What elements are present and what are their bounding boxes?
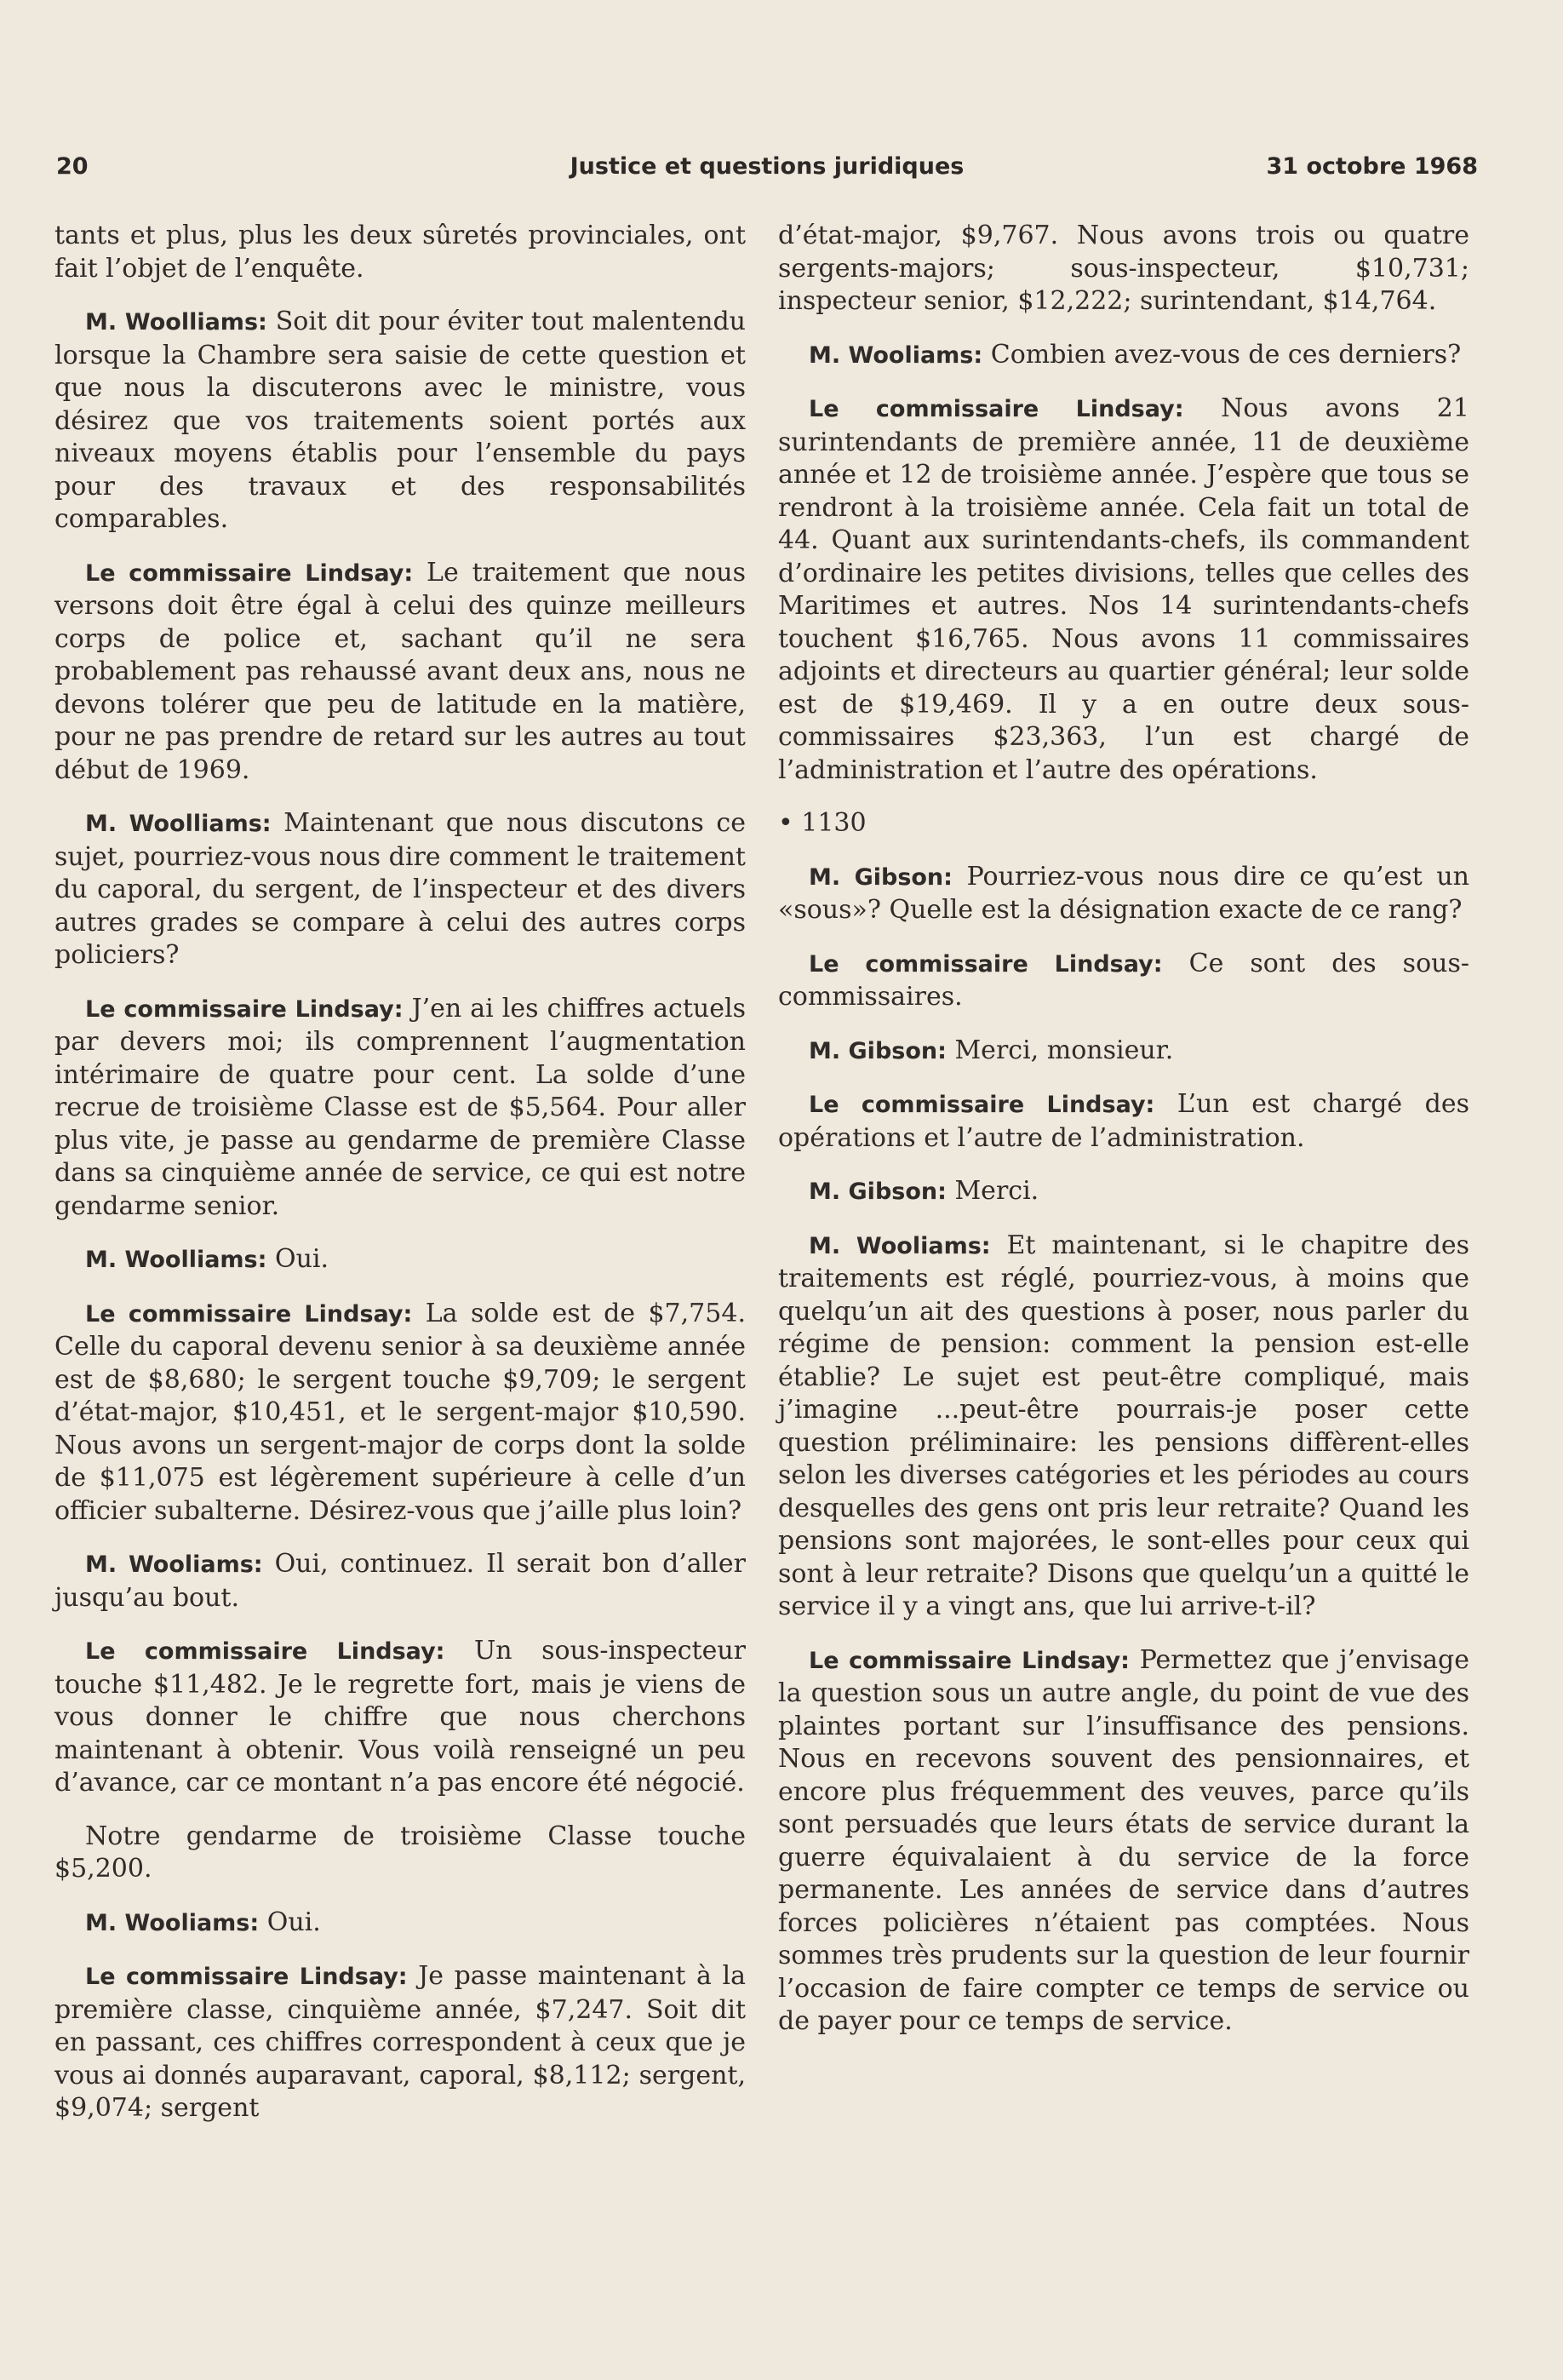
paragraph-text: Combien avez-vous de ces derniers? — [990, 339, 1462, 370]
speaker-label: M. Gibson: — [809, 863, 953, 891]
paragraph — [778, 1644, 1469, 2039]
speaker-label: Le commissaire Lindsay: — [809, 1092, 1155, 1118]
paragraph-text: Soit dit pour éviter tout malentendu lorsque la Chambre sera saisie de cette question et que nous la discuterons avec le ministre, vous désirez que vos traitements soient portés aux niveaux moyens établis pour l’ensemble du pays pour des travaux et des responsabilités comparables. — [54, 307, 746, 534]
speaker-label: Le commissaire Lindsay: — [809, 1647, 1130, 1674]
paragraph — [54, 1298, 746, 1528]
paragraph — [54, 557, 746, 788]
paragraph-text: Merci. — [954, 1176, 1039, 1206]
paragraph — [778, 339, 1469, 373]
paragraph — [54, 993, 746, 1224]
speaker-label: M. Wooliams: — [809, 1232, 991, 1259]
paragraph — [54, 1243, 746, 1277]
speaker-label: M. Woolliams: — [85, 309, 267, 335]
paragraph-text: Oui. — [274, 1244, 329, 1274]
speaker-label: Le commissaire Lindsay: — [809, 950, 1163, 978]
paragraph-text: Ce sont des sous-commissaires. — [778, 948, 1469, 1012]
paragraph — [778, 393, 1469, 787]
paragraph — [54, 306, 746, 536]
paragraph — [54, 1960, 746, 2125]
paragraph-text: Notre gendarme de troisième Classe touche $5,200. — [54, 1821, 746, 1884]
page-header — [56, 146, 1478, 189]
paragraph — [778, 861, 1469, 927]
paragraph-text: tants et plus, plus les deux sûretés provinciales, ont fait l’objet de l’enquête. — [54, 221, 746, 284]
left-column — [54, 220, 746, 2146]
paragraph — [778, 220, 1469, 318]
speaker-label: M. Wooliams: — [85, 1909, 260, 1936]
running-title: Justice et questions juridiques — [570, 153, 965, 180]
speaker-label: M. Wooliams: — [85, 1551, 263, 1578]
paragraph — [778, 1035, 1469, 1069]
paragraph-text: Pourriez-vous nous dire ce qu’est un «sous»? Quelle est la désignation exacte de ce rang? — [778, 861, 1469, 925]
paragraph-text: Le traitement que nous versons doit être égal à celui des quinze meilleurs corps de police et, sachant qu’il ne sera probablement pas rehaussé avant deux ans, nous ne devons tolérer que peu de latitude en la matière, pour ne pas prendre de retard sur les autres au tout début de 1969. — [54, 557, 746, 785]
speaker-label: M. Gibson: — [809, 1037, 947, 1064]
paragraph-text: J’en ai les chiffres actuels par devers moi; ils comprennent l’augmentation intérimaire de quatre pour cent. La solde d’une recrue de troisième Classe est de $5,564. Pour aller plus vite, je passe au gendarme de première Classe dans sa cinquième année de service, ce qui est notre gendarme senior. — [54, 993, 746, 1221]
page-date: 31 octobre 1968 — [1266, 153, 1478, 180]
paragraph — [54, 1907, 746, 1941]
paragraph-text: • 1130 — [778, 808, 867, 838]
speaker-label: Le commissaire Lindsay: — [85, 1300, 413, 1328]
paragraph-text: Maintenant que nous discutons ce sujet, pourriez-vous nous dire comment le traitement du caporal, du sergent, de l’inspecteur et des divers autres grades se compare à celui des autres corps policiers? — [54, 808, 746, 970]
paragraph-text: Et maintenant, si le chapitre des traitements est réglé, pourriez-vous, à moins que quelqu’un ait des questions à poser, nous parler du régime de pension: comment la pension est-elle établie? Le sujet est peut-être compliqué, mais j’imagine ...peut-être pourrais-je poser cette question préliminaire: les pensions diffèrent-elles selon les diverses catégories et les périodes au cours desquelles des gens ont pris leur retraite? Quand les pensions sont majorées, le sont-elles pour ceux qui sont à leur retraite? Disons que quelqu’un a quitté le service il y a vingt ans, que lui arrive-t-il? — [778, 1230, 1469, 1621]
paragraph — [778, 1175, 1469, 1209]
time-marker — [778, 807, 1469, 840]
paragraph-text: Un sous-inspecteur touche $11,482. Je le regrette fort, mais je viens de vous donner le chiffre que nous cherchons maintenant à obtenir. Vous voilà renseigné un peu d’avance, car ce montant n’a pas encore été négocié. — [54, 1636, 746, 1798]
page-number: 20 — [56, 153, 89, 180]
paragraph — [54, 220, 746, 285]
paragraph-text: L’un est chargé des opérations et l’autre de l’administration. — [778, 1089, 1469, 1153]
paragraph — [778, 1230, 1469, 1624]
paragraph-text: Oui, continuez. Il serait bon d’aller jusqu’au bout. — [54, 1549, 746, 1613]
right-column — [778, 220, 1469, 2059]
speaker-label: Le commissaire Lindsay: — [85, 1638, 445, 1665]
paragraph-text: Permettez que j’envisage la question sous un autre angle, du point de vue des plaintes portant sur l’insuffisance des pensions. Nous en recevons souvent des pensionnaires, et encore plus fréquemment des veuves, parce qu’ils sont persuadés que leurs états de service durant la guerre équivalaient à du service de la force permanente. Les années de service dans d’autres forces policières n’étaient pas comptées. Nous sommes très prudents sur la question de leur fournir l’occasion de faire compter ce temps de service ou de payer pour ce temps de service. — [778, 1644, 1469, 2036]
speaker-label: M. Wooliams: — [809, 341, 983, 369]
paragraph-text: Oui. — [266, 1907, 321, 1937]
speaker-label: Le commissaire Lindsay: — [85, 1964, 408, 1990]
speaker-label: Le commissaire Lindsay: — [809, 396, 1184, 422]
paragraph-text: Nous avons 21 surintendants de première année, 11 de deuxième année et 12 de troisième année. J’espère que tous se rendront à la troisième année. Cela fait un total de 44. Quant aux surintendants-chefs, ils commandent d’ordinaire les petites divisions, telles que celles des Maritimes et autres. Nos 14 surintendants-chefs touchent $16,765. Nous avons 11 commissaires adjoints et directeurs au quartier général; leur solde est de $19,469. Il y a en outre deux sous-commissaires $23,363, l’un est chargé de l’administration et l’autre des opérations. — [778, 393, 1469, 785]
paragraph-text: d’état-major, $9,767. Nous avons trois ou quatre sergents-majors; sous-inspecteur, $10,731; inspecteur senior, $12,222; surintendant, $14,764. — [778, 221, 1469, 316]
speaker-label: M. Woolliams: — [85, 811, 272, 837]
paragraph-text: Merci, monsieur. — [954, 1035, 1174, 1065]
speaker-label: M. Gibson: — [809, 1179, 947, 1205]
paragraph — [54, 807, 746, 972]
paragraph — [778, 1088, 1469, 1155]
speaker-label: Le commissaire Lindsay: — [85, 995, 404, 1023]
speaker-label: Le commissaire Lindsay: — [85, 559, 414, 587]
paragraph — [54, 1548, 746, 1614]
paragraph-text: Je passe maintenant à la première classe, cinquième année, $7,247. Soit dit en passant, ces chiffres correspondent à ceux que je vous ai donnés auparavant, caporal, $8,112; sergent, $9,074; sergent — [54, 1961, 746, 2123]
paragraph — [54, 1635, 746, 1800]
speaker-label: M. Woolliams: — [85, 1247, 267, 1273]
paragraph-text: La solde est de $7,754. Celle du caporal devenu senior à sa deuxième année est de $8,680; le sergent touche $9,709; le sergent d’état-major, $10,451, et le sergent-major $10,590. Nous avons un sergent-major de corps dont la solde de $11,075 est légèrement supérieure à celle d’un officier subalterne. Désirez-vous que j’aille plus loin? — [54, 1298, 746, 1526]
paragraph — [778, 948, 1469, 1014]
paragraph — [54, 1821, 746, 1886]
